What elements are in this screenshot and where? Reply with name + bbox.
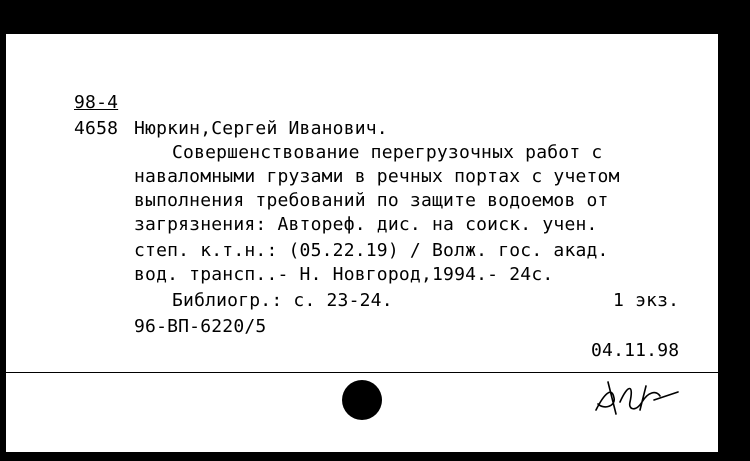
copies-count: 1 экз.: [613, 290, 680, 311]
card-date: 04.11.98: [591, 340, 680, 361]
title-line: наваломными грузами в речных портах с учетом: [134, 166, 620, 187]
signature-mark: [590, 372, 682, 422]
title-line: Совершенствование перегрузочных работ с: [172, 142, 603, 163]
title-line: выполнения требований по защите водоемов от: [134, 190, 609, 211]
registration-number: 96-ВП-6220/5: [134, 316, 267, 337]
catalog-card: [6, 34, 718, 452]
bibliography-note: Библиогр.: с. 23-24.: [172, 290, 393, 311]
title-line: загрязнения: Автореф. дис. на соиск. учен.: [134, 214, 598, 235]
shelf-mark: 98-4: [74, 92, 119, 113]
title-line: степ. к.т.н.: (05.22.19) / Волж. гос. акад.: [134, 240, 609, 261]
punch-hole: [342, 380, 382, 420]
title-line: вод. трансп..- Н. Новгород,1994.- 24с.: [134, 264, 554, 285]
author-heading: Нюркин,Сергей Иванович.: [134, 118, 388, 139]
call-number: 4658: [74, 118, 119, 139]
